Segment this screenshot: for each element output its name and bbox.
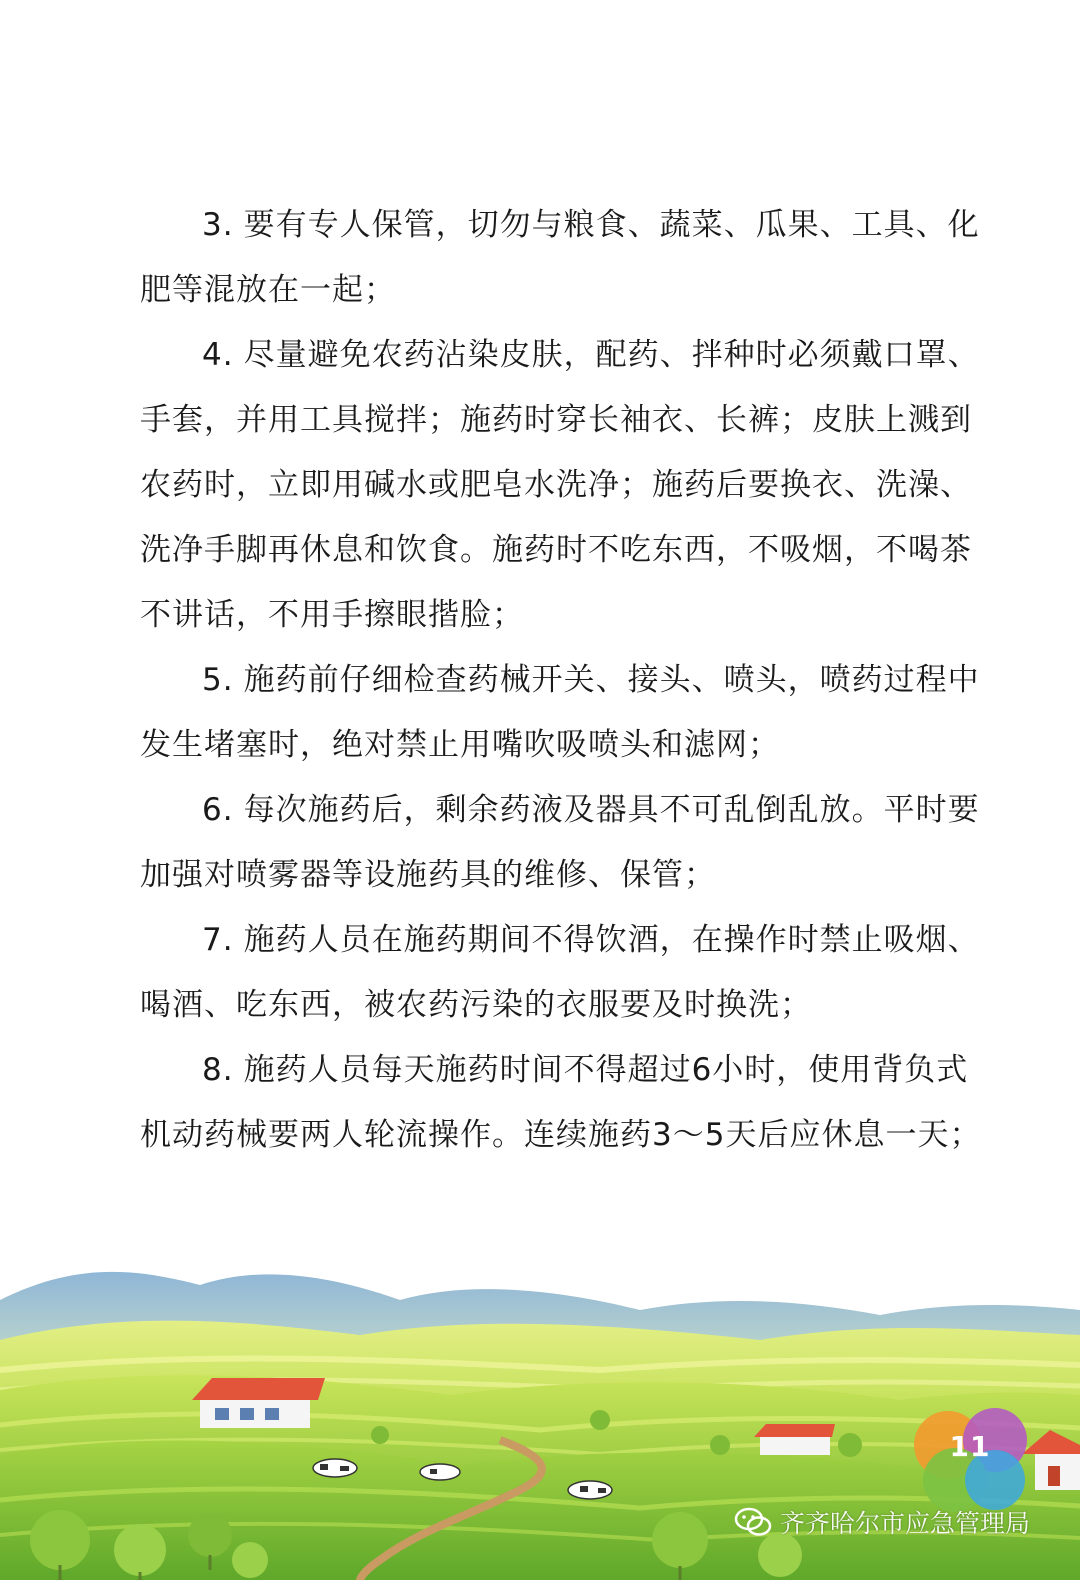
page-number: 11 bbox=[949, 1430, 991, 1463]
item-number: 6. bbox=[202, 792, 234, 828]
paragraph-item-8 bbox=[140, 1038, 1000, 1168]
document-body bbox=[140, 193, 1000, 1168]
item-number: 3. bbox=[202, 207, 234, 243]
item-text: 施药人员每天施药时间不得超过6小时，使用背负式机动药械要两人轮流操作。连续施药3～5天后应休息一天； bbox=[140, 1052, 982, 1153]
wechat-icon bbox=[734, 1506, 772, 1538]
item-number: 4. bbox=[202, 337, 234, 373]
item-number: 5. bbox=[202, 662, 234, 698]
item-number: 8. bbox=[202, 1052, 234, 1088]
farmhouse-middle bbox=[754, 1424, 835, 1455]
paragraph-item-4 bbox=[140, 323, 1000, 648]
farmhouse-left bbox=[192, 1378, 325, 1428]
paragraph-item-5 bbox=[140, 648, 1000, 778]
watermark bbox=[734, 1500, 1030, 1544]
paragraph-item-3 bbox=[140, 193, 1000, 323]
paragraph-item-6 bbox=[140, 778, 1000, 908]
item-number: 7. bbox=[202, 922, 234, 958]
item-text: 尽量避免农药沾染皮肤，配药、拌种时必须戴口罩、手套，并用工具搅拌；施药时穿长袖衣、长裤；皮肤上溅到农药时，立即用碱水或肥皂水洗净；施药后要换衣、洗澡、洗净手脚再休息和饮食。施药时不吃东西，不吸烟，不喝茶不讲话，不用手擦眼揩脸； bbox=[140, 337, 980, 633]
item-text: 每次施药后，剩余药液及器具不可乱倒乱放。平时要加强对喷雾器等设施药具的维修、保管； bbox=[140, 792, 980, 893]
item-text: 施药前仔细检查药械开关、接头、喷头，喷药过程中发生堵塞时，绝对禁止用嘴吹吸喷头和滤网； bbox=[140, 662, 980, 763]
paragraph-item-7 bbox=[140, 908, 1000, 1038]
item-text: 施药人员在施药期间不得饮酒，在操作时禁止吸烟、喝酒、吃东西，被农药污染的衣服要及时换洗； bbox=[140, 922, 980, 1023]
item-text: 要有专人保管，切勿与粮食、蔬菜、瓜果、工具、化肥等混放在一起； bbox=[140, 207, 980, 308]
watermark-text: 齐齐哈尔市应急管理局 bbox=[780, 1509, 1031, 1538]
